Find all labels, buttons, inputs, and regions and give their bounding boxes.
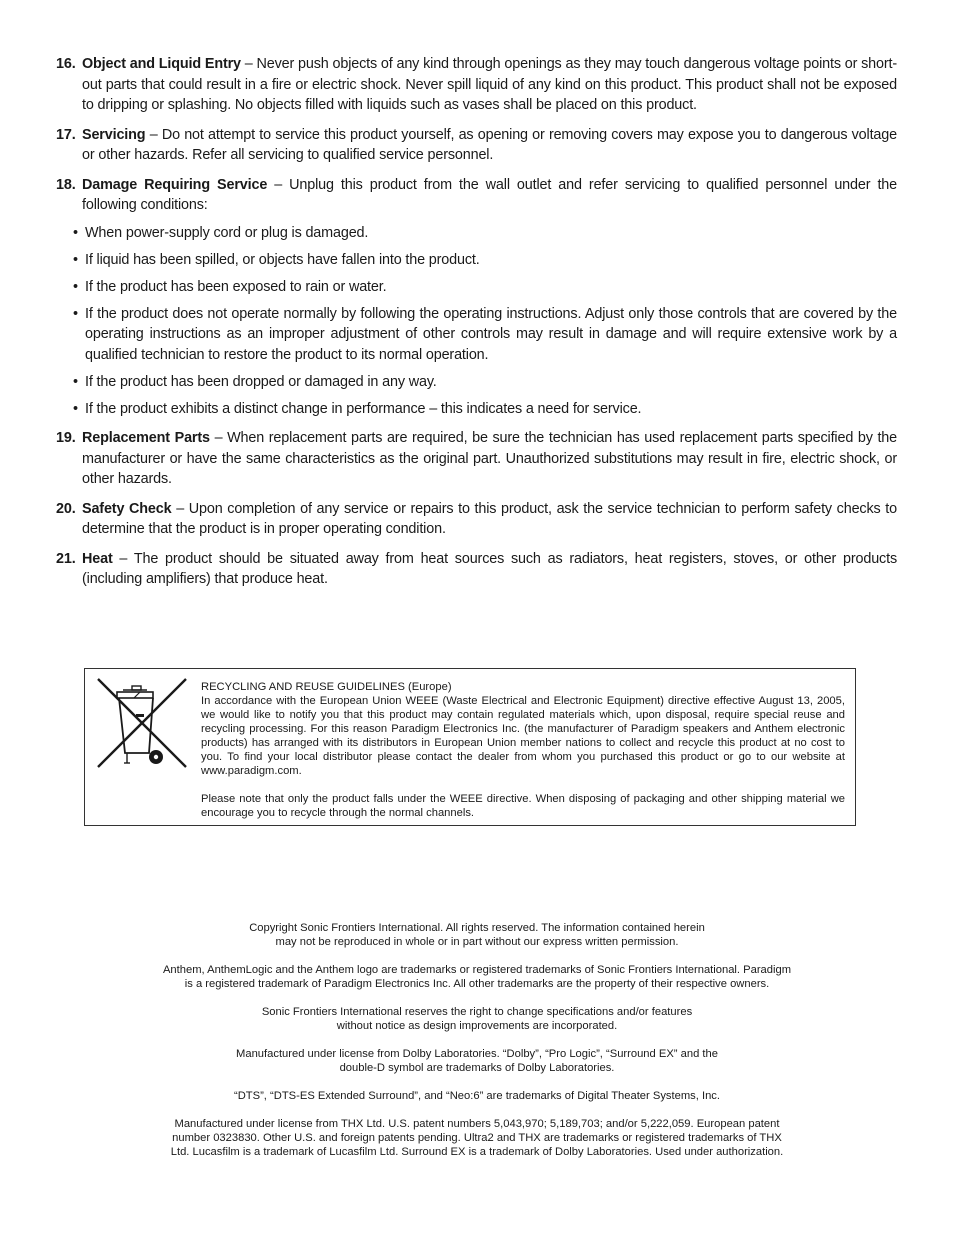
- legal-line: Ltd. Lucasfilm is a trademark of Lucasfilm Ltd. Surround EX is a trademark of Dolby Laboratories. Used under authorization.: [170, 1146, 784, 1158]
- dts-notice: [100, 1089, 854, 1103]
- weee-paragraph: In accordance with the European Union WEEE (Waste Electrical and Electronic Equipment) directive effective August 13, 2005, we would like to notify you that this product may contain regulated materials which, upon disposal, require special reuse and recycling processing. For this reason Paradigm Electronics Inc. (the manufacturer of Paradigm speakers and Anthem electronic products) has arranged with its distributors in European Union member nations to collect and recycle this product at no cost to you. To find your local distributor please contact the dealer from whom you purchased this product or go to our website at www.paradigm.com.: [201, 695, 845, 777]
- weee-note: Please note that only the product falls under the WEEE directive. When disposing of packaging and other shipping material we encourage you to recycle through the normal channels.: [201, 793, 845, 819]
- instruction-text: – Unplug this product from the wall outlet and refer servicing to qualified personnel under the following conditions:: [82, 176, 898, 213]
- bullet-glyph: •: [73, 224, 78, 241]
- legal-line: double-D symbol are trademarks of Dolby Laboratories.: [339, 1062, 615, 1074]
- instruction-title: Damage Requiring Service: [82, 176, 268, 193]
- instruction-title: Servicing: [82, 126, 146, 143]
- bullet-glyph: •: [73, 373, 78, 390]
- instruction-item-17: [56, 125, 897, 166]
- legal-line: may not be reproduced in whole or in part without our express written permission.: [275, 936, 679, 948]
- instruction-title: Safety Check: [82, 500, 172, 517]
- legal-line: Manufactured under license from Dolby Laboratories. “Dolby”, “Pro Logic”, “Surround EX” and the: [236, 1048, 718, 1060]
- copyright-notice: [100, 921, 854, 949]
- dolby-notice: [100, 1047, 854, 1075]
- legal-line: Manufactured under license from THX Ltd. U.S. patent numbers 5,043,970; 5,189,703; and/or 5,222,059. European patent: [174, 1118, 780, 1130]
- instruction-item-16: [56, 54, 897, 116]
- list-item-text: If the product has been exposed to rain or water.: [85, 278, 387, 295]
- instruction-number: 20.: [56, 500, 76, 517]
- legal-line: “DTS”, “DTS-ES Extended Surround”, and “Neo:6” are trademarks of Digital Theater Systems, Inc.: [233, 1090, 720, 1102]
- bullet-glyph: •: [73, 400, 78, 417]
- damage-conditions-list: [56, 223, 897, 420]
- instruction-item-19: [56, 428, 897, 490]
- list-item: [56, 372, 897, 393]
- legal-line: Sonic Frontiers International reserves the right to change specifications and/or features: [261, 1006, 693, 1018]
- instruction-number: 17.: [56, 126, 76, 143]
- instruction-item-18: [56, 175, 897, 216]
- instruction-text: – Upon completion of any service or repairs to this product, ask the service technician to perform safety checks to determine that the product is in proper operating condition.: [82, 500, 897, 537]
- instruction-title: Object and Liquid Entry: [82, 56, 241, 72]
- list-item: [56, 250, 897, 271]
- list-item: [56, 304, 897, 366]
- instruction-item-20: [56, 499, 897, 540]
- instruction-number: 16.: [56, 56, 76, 72]
- legal-line: number 0323830. Other U.S. and foreign patents pending. Ultra2 and THX are trademarks or registered trademarks of THX: [172, 1132, 782, 1144]
- list-item: [56, 277, 897, 298]
- list-item-text: If liquid has been spilled, or objects have fallen into the product.: [85, 251, 480, 268]
- instruction-title: Heat: [82, 550, 113, 567]
- bullet-glyph: •: [73, 251, 78, 268]
- legal-line: is a registered trademark of Paradigm Electronics Inc. All other trademarks are the property of their respective owners.: [184, 978, 770, 990]
- legal-notices: [100, 921, 854, 1173]
- instruction-text: – Never push objects of any kind through openings as they may touch dangerous voltage points or short-out parts that could result in a fire or electric shock. Never spill liquid of any kind on this product. This product shall not be exposed to dripping or splashing. No objects filled with liquids such as vases shall be placed on this product.: [82, 56, 898, 113]
- weee-heading: RECYCLING AND REUSE GUIDELINES (Europe): [201, 681, 452, 693]
- instruction-number: 19.: [56, 430, 76, 446]
- list-item-text: When power-supply cord or plug is damaged.: [85, 224, 369, 241]
- list-item: [56, 223, 897, 244]
- instruction-text: – Do not attempt to service this product yourself, as opening or removing covers may expose you to dangerous voltage or other hazards. Refer all servicing to qualified service personnel.: [82, 126, 897, 163]
- specifications-notice: [100, 1005, 854, 1033]
- legal-line: without notice as design improvements are incorporated.: [336, 1020, 618, 1032]
- instruction-text: – When replacement parts are required, be sure the technician has used replacement parts specified by the manufacturer or have the same characteristics as the original part. Unauthorized substitutions may result in fire, electric shock, or other hazards.: [82, 430, 898, 487]
- instruction-number: 21.: [56, 550, 76, 567]
- list-item-text: If the product does not operate normally by following the operating instructions. Adjust only those controls that are covered by the operating instructions as an improper adjustment of other controls may result in damage and will require extensive work by a qualified technician to restore the product to its normal operation.: [85, 305, 897, 363]
- list-item-text: If the product exhibits a distinct change in performance – this indicates a need for service.: [85, 400, 642, 417]
- weee-text: [201, 680, 845, 820]
- safety-instructions-list: [56, 54, 897, 599]
- list-item: [56, 399, 897, 420]
- trademark-notice: [100, 963, 854, 991]
- thx-notice: [100, 1117, 854, 1159]
- instruction-number: 18.: [56, 176, 76, 193]
- legal-line: Copyright Sonic Frontiers International. All rights reserved. The information contained herein: [249, 922, 705, 934]
- crossed-out-wheelie-bin-icon: [96, 677, 190, 771]
- bullet-glyph: •: [73, 305, 78, 322]
- weee-recycling-box: [84, 668, 856, 826]
- instruction-title: Replacement Parts: [82, 430, 210, 446]
- instruction-item-21: [56, 549, 897, 590]
- legal-line: Anthem, AnthemLogic and the Anthem logo are trademarks or registered trademarks of Sonic Frontiers International. Paradigm: [162, 964, 792, 976]
- bullet-glyph: •: [73, 278, 78, 295]
- instruction-text: – The product should be situated away from heat sources such as radiators, heat registers, stoves, or other products (including amplifiers) that produce heat.: [82, 550, 897, 587]
- list-item-text: If the product has been dropped or damaged in any way.: [85, 373, 437, 390]
